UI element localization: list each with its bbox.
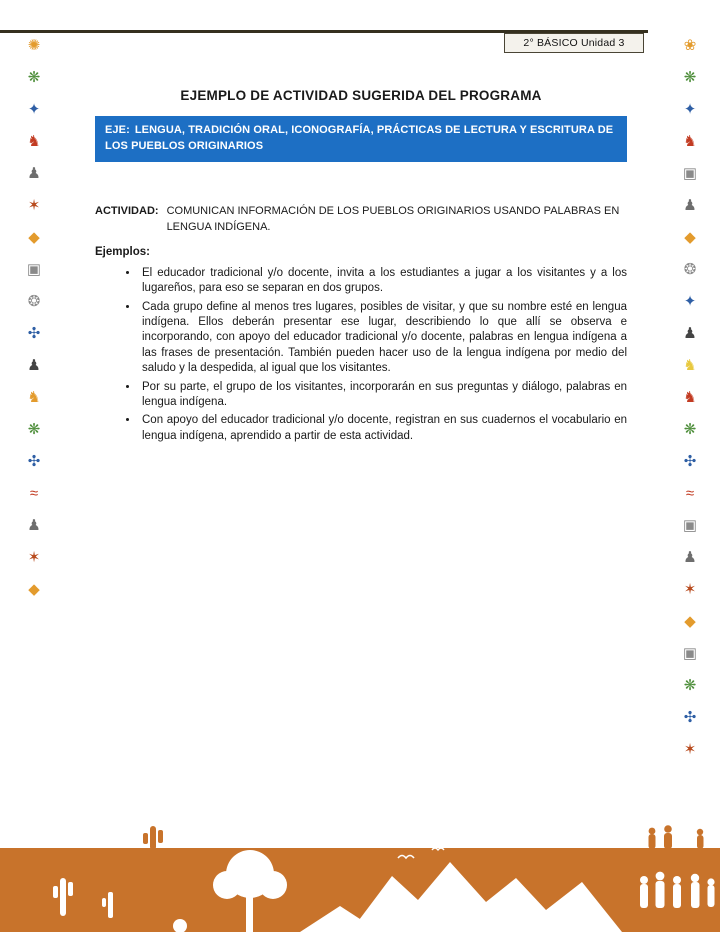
insect-icon: ✣ — [27, 325, 41, 342]
person-icon: ♟ — [683, 325, 697, 342]
actividad-line — [95, 204, 627, 236]
pot-icon: ▣ — [682, 517, 698, 534]
list-item: • Por su parte, el grupo de los visitantes, incorporarán en sus preguntas y diálogo, palabras en lengua indígena. — [139, 380, 627, 411]
bird-icon: ✦ — [27, 101, 41, 118]
fox-icon: ♞ — [683, 133, 697, 150]
figure-icon: ✣ — [683, 453, 697, 470]
flower-icon: ❀ — [683, 37, 697, 54]
zigzag-icon: ≈ — [685, 485, 695, 502]
pot-icon: ▣ — [682, 645, 698, 662]
unit-badge: 2° BÁSICO Unidad 3 — [504, 33, 644, 53]
zigzag-icon: ≈ — [29, 485, 39, 502]
sun-ornament-icon: ✺ — [27, 37, 41, 54]
pot-icon: ▣ — [26, 261, 42, 278]
bird-icon: ✦ — [683, 101, 697, 118]
condor-icon: ✶ — [683, 741, 697, 758]
figure-icon: ✣ — [683, 709, 697, 726]
person-icon: ♟ — [27, 517, 41, 534]
llama-icon: ♞ — [27, 389, 41, 406]
left-margin-decoration — [16, 38, 52, 597]
footer-band — [0, 822, 720, 932]
ejemplos-label: Ejemplos: — [95, 245, 150, 258]
figure-icon: ✣ — [27, 453, 41, 470]
person-icon: ♟ — [683, 549, 697, 566]
diamond-icon: ◆ — [684, 229, 696, 246]
examples-list — [95, 266, 627, 444]
fox-icon: ♞ — [27, 133, 41, 150]
lizard-icon: ❋ — [683, 69, 697, 86]
person-icon: ♟ — [27, 357, 41, 374]
lizard-icon: ❋ — [683, 677, 697, 694]
actividad-text: COMUNICAN INFORMACIÓN DE LOS PUEBLOS ORIGINARIOS USANDO PALABRAS EN LENGUA INDÍGENA. — [166, 204, 620, 233]
fox-icon: ♞ — [683, 389, 697, 406]
diamond-icon: ◆ — [28, 229, 40, 246]
starburst-icon: ❂ — [683, 261, 697, 278]
pot-icon: ▣ — [682, 165, 698, 182]
condor-icon: ✶ — [27, 197, 41, 214]
actividad-label: ACTIVIDAD: — [95, 204, 159, 217]
eje-label: EJE: — [105, 124, 130, 136]
person-icon: ♟ — [27, 165, 41, 182]
diamond-icon: ◆ — [28, 581, 40, 598]
condor-icon: ✶ — [27, 549, 41, 566]
starburst-icon: ❂ — [27, 293, 41, 310]
condor-icon: ✶ — [683, 581, 697, 598]
eje-text: LENGUA, TRADICIÓN ORAL, ICONOGRAFÍA, PRÁCTICAS DE LECTURA Y ESCRITURA DE LOS PUEBLOS ORIGINARIOS — [105, 124, 614, 152]
right-margin-decoration — [672, 38, 708, 757]
person-icon: ♟ — [683, 197, 697, 214]
footer-landscape-illustration — [0, 822, 720, 932]
bird-icon: ✦ — [683, 293, 697, 310]
llama-icon: ♞ — [683, 357, 697, 374]
eje-banner — [95, 116, 627, 162]
list-item: • Cada grupo define al menos tres lugares, posibles de visitar, y que su nombre esté en lengua indígena. Ellos deberán presentar ese lugar, describiendo lo que allí se observa e incorporando, con apoyo del educador tradicional y/o docente, palabras en lengua indígena a las frases de presentación. También pueden hacer uso de la lengua indígena por medio del saludo y la despedida, al igual que los visitantes. — [139, 300, 627, 377]
lizard-icon: ❋ — [27, 69, 41, 86]
diamond-icon: ◆ — [684, 613, 696, 630]
list-item: • El educador tradicional y/o docente, invita a los estudiantes a jugar a los visitantes y a los lugareños, para eso se separan en dos grupos. — [139, 266, 627, 297]
main-content — [95, 88, 627, 447]
lizard-icon: ❋ — [27, 421, 41, 438]
lizard-icon: ❋ — [683, 421, 697, 438]
list-item: • Con apoyo del educador tradicional y/o docente, registran en sus cuadernos el vocabulario en lengua indígena, aprendido a partir de esta actividad. — [139, 413, 627, 444]
page-title: EJEMPLO DE ACTIVIDAD SUGERIDA DEL PROGRAMA — [180, 88, 542, 103]
